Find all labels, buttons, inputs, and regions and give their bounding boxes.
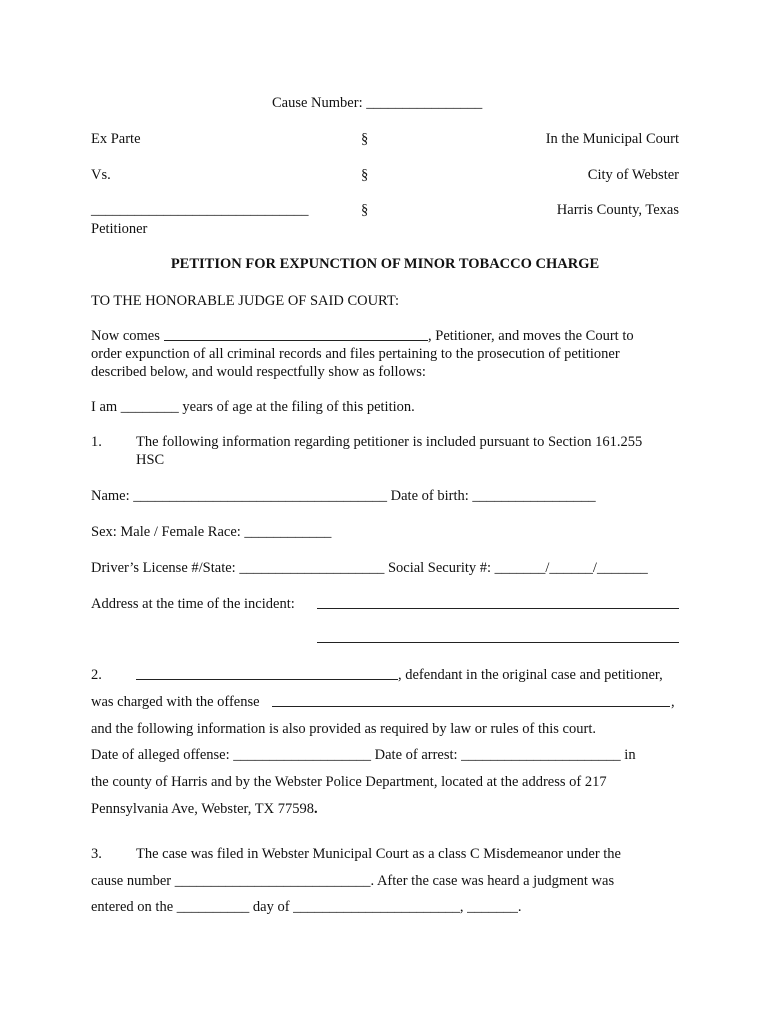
item2-line3: and the following information is also provided as required by law or rules of this court. xyxy=(91,721,596,737)
item3-line2: cause number ___________________________. After the case was heard a judgment was xyxy=(91,873,615,889)
item3-line3: entered on the __________ day of _______________________, _______. xyxy=(91,899,522,915)
address-blank-2 xyxy=(317,642,679,643)
item2-number: 2. xyxy=(91,667,102,683)
intro-now-comes: Now comes xyxy=(91,328,160,344)
address-blank-1 xyxy=(317,608,679,609)
item2-line5: the county of Harris and by the Webster Police Department, located at the address of 217 xyxy=(91,774,607,790)
offense-blank xyxy=(272,706,670,707)
intro-line1-end: , Petitioner, and moves the Court to xyxy=(428,328,634,344)
item1-text-line1: The following information regarding petitioner is included pursuant to Section 161.255 xyxy=(136,434,643,450)
sex-race-line: Sex: Male / Female Race: ____________ xyxy=(91,524,332,540)
item2-line2-start: was charged with the offense xyxy=(91,694,260,710)
item2-line6 xyxy=(91,800,318,818)
age-line: I am ________ years of age at the filing of this petition. xyxy=(91,399,415,415)
intro-line3: described below, and would respectfully show as follows: xyxy=(91,364,426,380)
address-label: Address at the time of the incident: xyxy=(91,596,295,612)
caption-court: In the Municipal Court xyxy=(545,131,679,147)
name-dob-line: Name: ___________________________________ Date of birth: _________________ xyxy=(91,488,596,504)
intro-line2: order expunction of all criminal records and files pertaining to the prosecution of petitioner xyxy=(91,346,620,362)
item2-line1-end: , defendant in the original case and petitioner, xyxy=(398,667,663,683)
item1-number: 1. xyxy=(91,434,102,450)
item2-line2-end: , xyxy=(671,694,675,710)
item3-line1: The case was filed in Webster Municipal Court as a class C Misdemeanor under the xyxy=(136,846,621,862)
cause-number-label: Cause Number: ________________ xyxy=(272,95,483,111)
caption-city: City of Webster xyxy=(587,167,679,183)
caption-petitioner-label: Petitioner xyxy=(91,221,148,237)
caption-vs: Vs. xyxy=(91,167,111,183)
document-title: PETITION FOR EXPUNCTION OF MINOR TOBACCO CHARGE xyxy=(170,256,600,272)
item1-text-line2: HSC xyxy=(136,452,165,468)
salutation: TO THE HONORABLE JUDGE OF SAID COURT: xyxy=(91,293,400,309)
caption-petitioner-blank: ______________________________ xyxy=(91,202,309,218)
section-mark-2: § xyxy=(361,167,369,183)
section-mark-1: § xyxy=(361,131,369,147)
item2-address-period: . xyxy=(313,801,318,817)
petitioner-name-blank xyxy=(164,340,428,341)
section-mark-3: § xyxy=(361,202,369,218)
item2-address-text: Pennsylvania Ave, Webster, TX 77598 xyxy=(91,801,314,817)
caption-county: Harris County, Texas xyxy=(556,202,679,218)
license-ssn-line: Driver’s License #/State: ____________________ Social Security #: _______/______/_______ xyxy=(91,560,648,576)
item2-dates-line: Date of alleged offense: ___________________ Date of arrest: ______________________ in xyxy=(91,747,636,763)
item3-number: 3. xyxy=(91,846,102,862)
defendant-name-blank xyxy=(136,679,398,680)
caption-ex-parte: Ex Parte xyxy=(91,131,141,147)
